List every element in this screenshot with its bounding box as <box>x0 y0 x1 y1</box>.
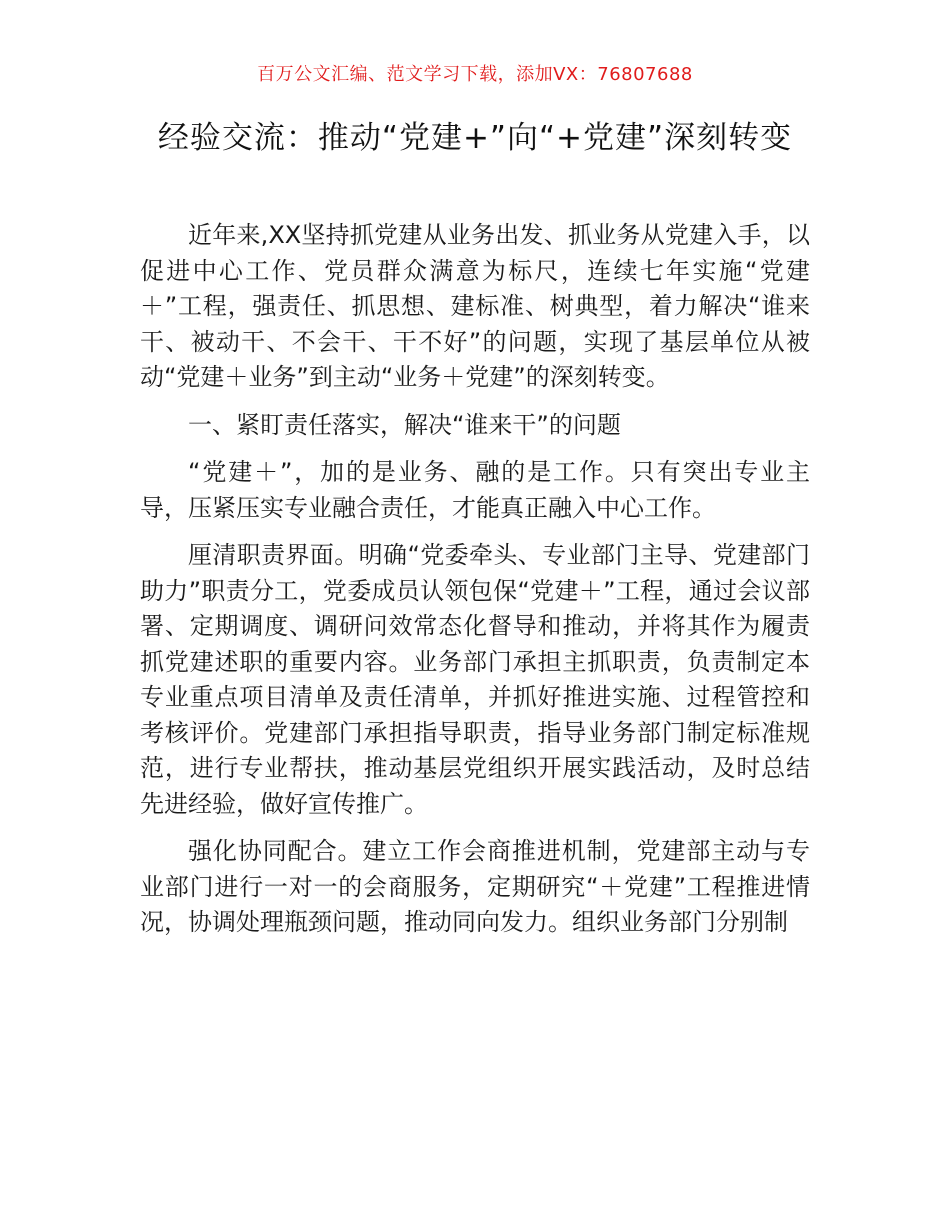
paragraph: 强化协同配合。建立工作会商推进机制，党建部主动与专业部门进行一对一的会商服务，定期研究“＋党建”工程推进情况，协调处理瓶颈问题，推动同向发力。组织业务部门分别制 <box>140 837 810 936</box>
section-heading-1: 一、紧盯责任落实，解决“谁来干”的问题 <box>188 410 621 439</box>
paragraph-intro: 近年来,XX坚持抓党建从业务出发、抓业务从党建入手，以促进中心工作、党员群众满意为标尺，连续七年实施“党建＋”工程，强责任、抓思想、建标准、树典型，着力解决“谁来干、被动干、不会干、干不好”的问题，实现了基层单位从被动“党建＋业务”到主动“业务＋党建”的深刻转变。 <box>140 221 810 391</box>
paragraph: 厘清职责界面。明确“党委牵头、专业部门主导、党建部门助力”职责分工，党委成员认领包保“党建＋”工程，通过会议部署、定期调度、调研问效常态化督导和推动，并将其作为履责抓党建述职的重要内容。业务部门承担主抓职责，负责制定本专业重点项目清单及责任清单，并抓好推进实施、过程管控和考核评价。党建部门承担指导职责，指导业务部门制定标准规范，进行专业帮扶，推动基层党组织开展实践活动，及时总结先进经验，做好宣传推广。 <box>140 541 810 818</box>
document-body <box>140 218 810 953</box>
watermark-header: 百万公文汇编、范文学习下载，添加VX：76807688 <box>257 64 693 85</box>
page-title: 经验交流：推动“党建+”向“+党建”深刻转变 <box>157 120 793 156</box>
paragraph: “党建＋”，加的是业务、融的是工作。只有突出专业主导，压紧压实专业融合责任，才能真正融入中心工作。 <box>140 458 810 522</box>
